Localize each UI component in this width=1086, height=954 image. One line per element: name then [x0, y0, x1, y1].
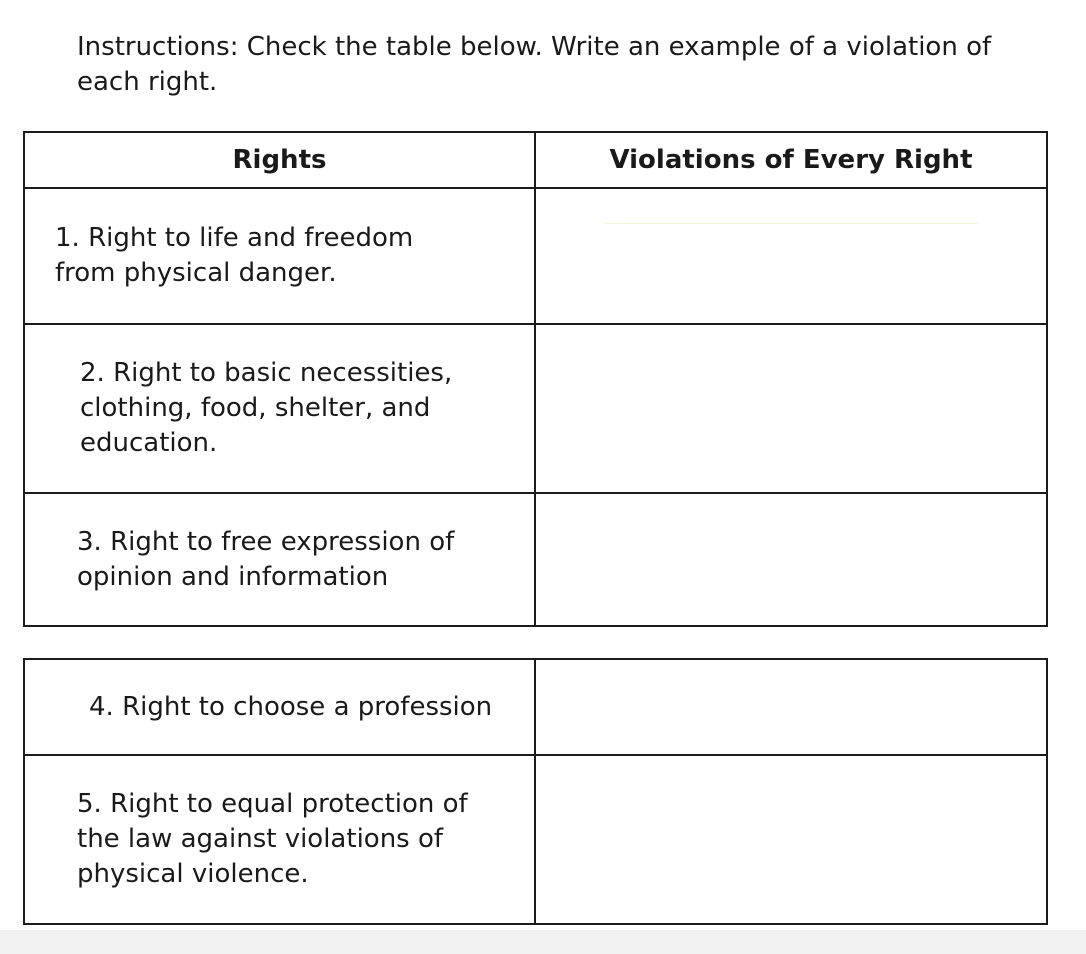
rights-table-1 [23, 131, 1048, 627]
rights-column-header: Rights [24, 132, 535, 188]
table-header-row [24, 132, 1047, 188]
violation-answer-cell[interactable] [535, 188, 1047, 324]
right-cell [24, 493, 535, 626]
table-row [24, 188, 1047, 324]
answer-line [604, 223, 978, 224]
right-cell [24, 324, 535, 493]
table-row [24, 755, 1047, 924]
right-cell [24, 755, 535, 924]
right-text: 2. Right to basic necessities, clothing, food, shelter, and education. [80, 358, 453, 458]
violation-answer-cell[interactable] [535, 755, 1047, 924]
table-row [24, 659, 1047, 755]
violations-column-header: Violations of Every Right [535, 132, 1047, 188]
violation-answer-cell[interactable] [535, 493, 1047, 626]
right-cell [24, 188, 535, 324]
right-text: 1. Right to life and freedom from physical danger. [55, 223, 414, 288]
page-bottom-band [0, 930, 1086, 954]
right-text: 3. Right to free expression of opinion and information [77, 526, 455, 592]
table-row [24, 493, 1047, 626]
instructions-text: Instructions: Check the table below. Write an example of a violation of each right. [77, 32, 992, 97]
violation-answer-cell[interactable] [535, 659, 1047, 755]
rights-table-2 [23, 658, 1048, 925]
right-text: 4. Right to choose a profession [89, 691, 493, 722]
right-cell [24, 659, 535, 755]
right-text: 5. Right to equal protection of the law against violations of physical violence. [77, 789, 468, 889]
violation-answer-cell[interactable] [535, 324, 1047, 493]
table-row [24, 324, 1047, 493]
